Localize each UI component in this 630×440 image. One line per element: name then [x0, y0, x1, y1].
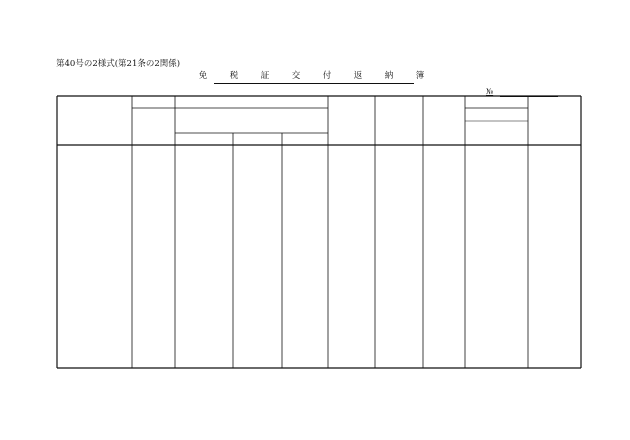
number-label: № [486, 87, 494, 96]
ledger-title: 免 税 証 交 付 返 納 簿 [198, 71, 432, 81]
form-number-label: 第40号の2様式(第21条の2関係) [56, 59, 181, 69]
